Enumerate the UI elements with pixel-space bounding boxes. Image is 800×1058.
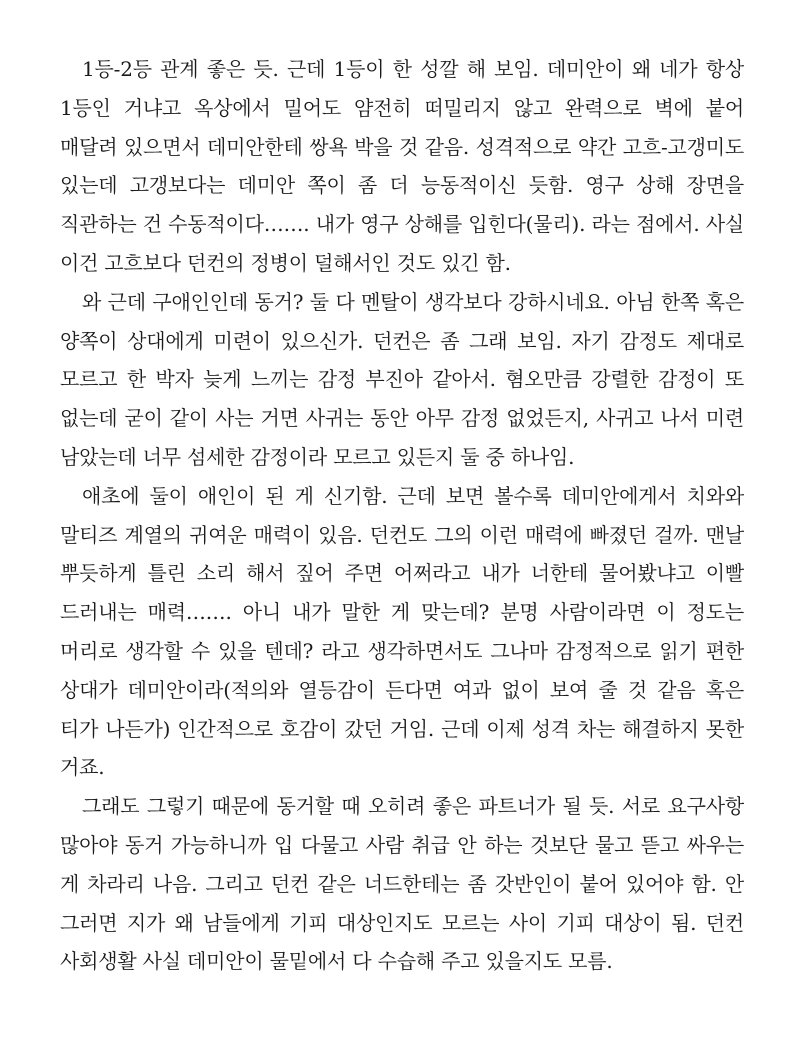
paragraph-1: 1등-2등 관계 좋은 듯. 근데 1등이 한 성깔 해 보임. 데미안이 왜 네가 항상 1등인 거냐고 옥상에서 밀어도 얌전히 떠밀리지 않고 완력으로 벽에 붙어 매달려 있으면서 데미안한테 쌍욕 박을 것 같음. 성격적으로 약간 고흐-고갱미도 있는데 고갱보다는 데미안 쪽이 좀 더 능동적이신 듯함. 영구 상해 장면을 직관하는 건 수동적이다……. 내가 영구 상해를 입힌다(물리). 라는 점에서. 사실 이건 고흐보다 던컨의 정병이 덜해서인 것도 있긴 함. (60, 57, 744, 275)
paragraph-3: 애초에 둘이 애인이 된 게 신기함. 근데 보면 볼수록 데미안에게서 치와와 말티즈 계열의 귀여운 매력이 있음. 던컨도 그의 이런 매력에 빠졌던 걸까. 맨날 뿌듯하게 틀린 소리 해서 짚어 주면 어쩌라고 내가 너한테 물어봤냐고 이빨 드러내는 매력……. 아니 내가 말한 게 맞는데? 분명 사람이라면 이 정도는 머리로 생각할 수 있을 텐데? 라고 생각하면서도 그나마 감정적으로 읽기 편한 상대가 데미안이라(적의와 열등감이 든다면 여과 없이 보여 줄 것 같음 혹은 티가 나든가) 인간적으로 호감이 갔던 거임. 근데 이제 성격 차는 해결하지 못한 거죠. (60, 483, 745, 780)
paragraph-2: 와 근데 구애인인데 동거? 둘 다 멘탈이 생각보다 강하시네요. 아님 한쪽 혹은 양쪽이 상대에게 미련이 있으신가. 던컨은 좀 그래 보임. 자기 감정도 제대로 모르고 한 박자 늦게 느끼는 감정 부진아 같아서. 혐오만큼 강렬한 감정이 또 없는데 굳이 같이 사는 거면 사귀는 동안 아무 감정 없었든지, 사귀고 나서 미련 남았는데 너무 섬세한 감정이라 모르고 있든지 둘 중 하나임. (60, 289, 744, 469)
document-body (60, 50, 744, 981)
paragraph-4: 그래도 그렇기 때문에 동거할 때 오히려 좋은 파트너가 될 듯. 서로 요구사항 많아야 동거 가능하니까 입 다물고 사람 취급 안 하는 것보단 물고 뜯고 싸우는 게 차라리 나음. 그리고 던컨 같은 너드한테는 좀 갓반인이 붙어 있어야 함. 안 그러면 지가 왜 남들에게 기피 대상인지도 모르는 사이 기피 대상이 됨. 던컨 사회생활 사실 데미안이 물밑에서 다 수습해 주고 있을지도 모름. (60, 794, 744, 974)
